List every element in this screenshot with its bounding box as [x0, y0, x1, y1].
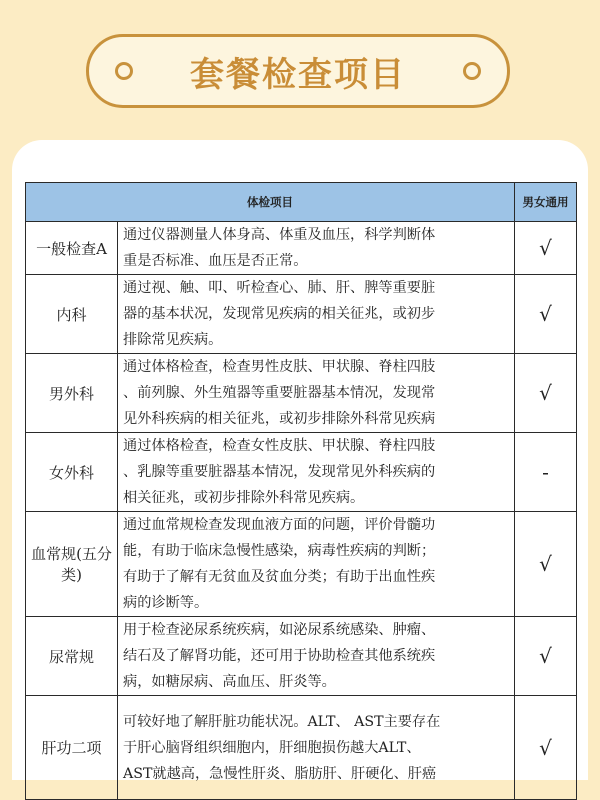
row-name: 内科	[26, 275, 118, 354]
circle-icon	[463, 62, 481, 80]
table-row	[26, 696, 577, 800]
circle-icon	[115, 62, 133, 80]
row-name: 女外科	[26, 433, 118, 512]
check-mark: √	[515, 222, 577, 275]
check-mark: √	[515, 354, 577, 433]
page-title-banner	[86, 34, 510, 108]
row-description: 通过体格检查，检查男性皮肤、甲状腺、脊柱四肢 、前列腺、外生殖器等重要脏器基本情况，发现常 见外科疾病的相关征兆，或初步排除外科常见疾病	[118, 354, 515, 433]
table-row	[26, 275, 577, 354]
row-description: 通过视、触、叩、听检查心、肺、肝、脾等重要脏 器的基本状况，发现常见疾病的相关征兆，或初步 排除常见疾病。	[118, 275, 515, 354]
check-mark: √	[515, 275, 577, 354]
row-name: 血常规(五分类)	[26, 512, 118, 617]
check-mark: -	[515, 433, 577, 512]
header-applicable: 男女通用	[515, 183, 577, 222]
row-name: 一般检查A	[26, 222, 118, 275]
row-name: 肝功二项	[26, 696, 118, 800]
table-header-row	[26, 183, 577, 222]
row-description: 通过仪器测量人体身高、体重及血压，科学判断体 重是否标准、血压是否正常。	[118, 222, 515, 275]
header-item: 体检项目	[26, 183, 515, 222]
table-row	[26, 512, 577, 617]
table-row	[26, 617, 577, 696]
check-mark: √	[515, 696, 577, 800]
check-mark: √	[515, 617, 577, 696]
table-row	[26, 222, 577, 275]
row-description: 可较好地了解肝脏功能状况。ALT、 AST主要存在 于肝心脑肾组织细胞内，肝细胞损伤越大ALT、 AST就越高，急慢性肝炎、脂肪肝、肝硬化、肝癌	[118, 696, 515, 800]
table-row	[26, 354, 577, 433]
row-description: 通过血常规检查发现血液方面的问题，评价骨髓功 能，有助于临床急慢性感染，病毒性疾病的判断； 有助于了解有无贫血及贫血分类；有助于出血性疾 病的诊断等。	[118, 512, 515, 617]
row-description: 通过体格检查，检查女性皮肤、甲状腺、脊柱四肢 、乳腺等重要脏器基本情况，发现常见外科疾病的 相关征兆，或初步排除外科常见疾病。	[118, 433, 515, 512]
row-description: 用于检查泌尿系统疾病，如泌尿系统感染、肿瘤、 结石及了解肾功能，还可用于协助检查其他系统疾 病，如糖尿病、高血压、肝炎等。	[118, 617, 515, 696]
page-title: 套餐检查项目	[190, 54, 406, 95]
row-name: 男外科	[26, 354, 118, 433]
checkup-items-table	[25, 182, 577, 800]
row-name: 尿常规	[26, 617, 118, 696]
table-row	[26, 433, 577, 512]
check-mark: √	[515, 512, 577, 617]
